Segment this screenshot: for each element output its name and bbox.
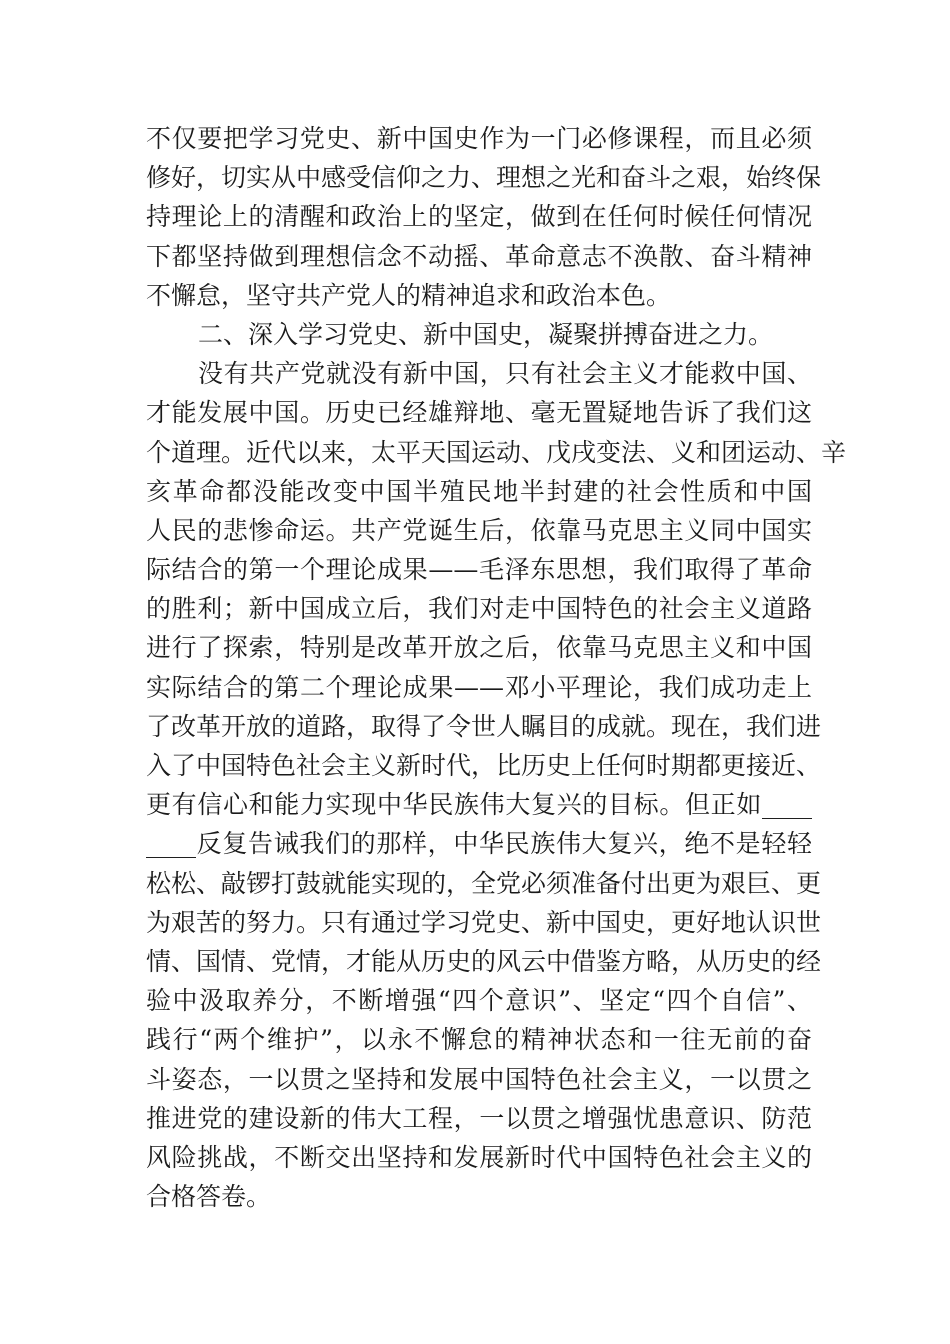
text-line: 斗姿态，一以贯之坚持和发展中国特色社会主义，一以贯之: [146, 1064, 812, 1094]
text-line: 个道理。近代以来，太平天国运动、戊戌变法、义和团运动、辛: [146, 437, 847, 467]
text-line: 下都坚持做到理想信念不动摇、革命意志不涣散、奋斗精神: [146, 241, 812, 271]
text-line: 进行了探索，特别是改革开放之后，依靠马克思主义和中国: [146, 633, 812, 663]
text-line: 了改革开放的道路，取得了令世人瞩目的成就。现在，我们进: [146, 711, 822, 741]
text-line: 践行“两个维护”，以永不懈怠的精神状态和一往无前的奋: [146, 1025, 812, 1055]
text-line: 人民的悲惨命运。共产党诞生后，依靠马克思主义同中国实: [146, 515, 812, 545]
text-line: 风险挑战，不断交出坚持和发展新时代中国特色社会主义的: [146, 1142, 812, 1172]
text-line: 不仅要把学习党史、新中国史作为一门必修课程，而且必须: [146, 124, 812, 153]
text-line: 合格答卷。: [146, 1182, 272, 1212]
text-line: 入了中国特色社会主义新时代，比历史上任何时期都更接近、: [146, 751, 822, 780]
text-line: 没有共产党就没有新中国，只有社会主义才能救中国、: [198, 359, 812, 389]
text-line: 持理论上的清醒和政治上的坚定，做到在任何时候任何情况: [146, 202, 812, 232]
document-body: [146, 119, 847, 1216]
text-line: 推进党的建设新的伟大工程，一以贯之增强忧患意识、防范: [146, 1103, 812, 1133]
text-line: 更有信心和能力实现中华民族伟大复兴的目标。但正如____: [146, 790, 812, 820]
text-line: 实际结合的第二个理论成果——邓小平理论，我们成功走上: [146, 672, 812, 702]
text-line: 亥革命都没能改变中国半殖民地半封建的社会性质和中国: [146, 476, 812, 506]
text-line: ____反复告诫我们的那样，中华民族伟大复兴，绝不是轻轻: [146, 829, 812, 859]
text-line: 修好，切实从中感受信仰之力、理想之光和奋斗之艰，始终保: [146, 163, 822, 193]
text-line: 松松、敲锣打鼓就能实现的，全党必须准备付出更为艰巨、更: [146, 868, 822, 898]
text-line: 情、国情、党情，才能从历史的风云中借鉴方略，从历史的经: [146, 946, 822, 976]
text-line: 为艰苦的努力。只有通过学习党史、新中国史，更好地认识世: [146, 907, 822, 937]
text-line: 才能发展中国。历史已经雄辩地、毫无置疑地告诉了我们这: [146, 398, 812, 428]
text-line: 验中汲取养分，不断增强“四个意识”、坚定“四个自信”、: [146, 986, 812, 1016]
section-heading: 二、深入学习党史、新中国史，凝聚拼搏奋进之力。: [198, 319, 774, 349]
text-line: 际结合的第一个理论成果——毛泽东思想，我们取得了革命: [146, 555, 812, 585]
text-line: 不懈怠，坚守共产党人的精神追求和政治本色。: [146, 280, 672, 310]
text-line: 的胜利；新中国成立后，我们对走中国特色的社会主义道路: [146, 594, 812, 624]
